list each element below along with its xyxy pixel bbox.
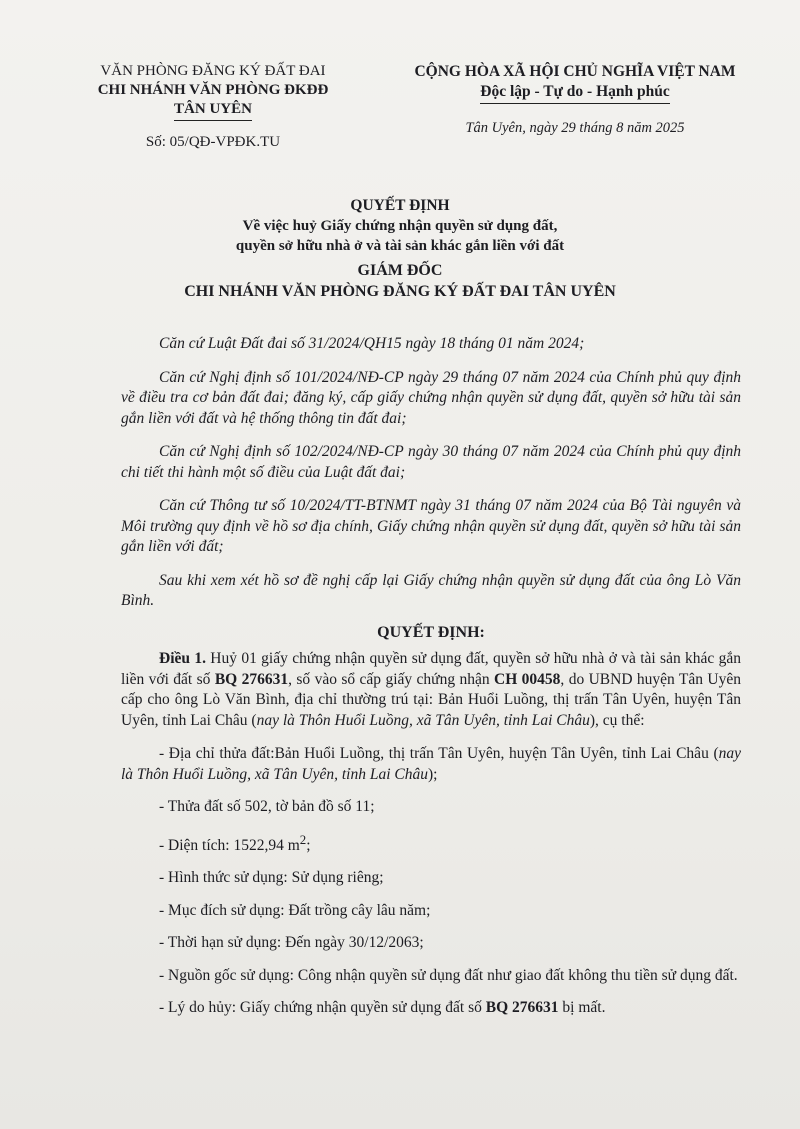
document-number: Số: 05/QĐ-VPĐK.TU: [145, 134, 281, 150]
preamble-law: Căn cứ Luật Đất đai số 31/2024/QH15 ngày 18 tháng 01 năm 2024;: [159, 335, 585, 352]
authority-organization: CHI NHÁNH VĂN PHÒNG ĐĂNG KÝ ĐẤT ĐAI TÂN UYÊN: [184, 283, 616, 300]
usage-origin: - Nguồn gốc sử dụng: Công nhận quyền sử dụng đất như giao đất không thu tiền sử dụng đất.: [159, 966, 738, 984]
parcel-number: - Thửa đất số 502, tờ bản đồ số 11;: [159, 798, 375, 815]
document-date: Tân Uyên, ngày 29 tháng 8 năm 2025: [465, 120, 685, 136]
national-header: [395, 62, 755, 138]
preamble-decree-102: Căn cứ Nghị định số 102/2024/NĐ-CP ngày 30 tháng 07 năm 2024 của Chính phủ quy định chi tiết thi hành một số điều của Luật đất đai;: [121, 443, 741, 481]
usage-form: - Hình thức sử dụng: Sử dụng riêng;: [159, 869, 384, 887]
branch-location: TÂN UYÊN: [174, 100, 252, 121]
authority-title: GIÁM ĐỐC: [357, 262, 443, 279]
register-book-number: CH 00458: [494, 670, 561, 688]
parcel-area: - Diện tích: 1522,94 $m^2$;: [159, 831, 311, 854]
branch-name: CHI NHÁNH VĂN PHÒNG ĐKĐĐ: [97, 82, 329, 98]
national-title: CỘNG HÒA XÃ HỘI CHỦ NGHĨA VIỆT NAM: [414, 63, 736, 80]
cancellation-reason: - Lý do hủy: Giấy chứng nhận quyền sử dụng đất số BQ 276631 bị mất.: [159, 999, 606, 1017]
usage-purpose: - Mục đích sử dụng: Đất trồng cây lâu năm;: [159, 901, 431, 919]
decision-subject-line2: quyền sở hữu nhà ở và tài sản khác gắn liền với đất: [235, 238, 565, 254]
article-1-label: Điều 1.: [159, 650, 206, 667]
parcel-address: - Địa chỉ thửa đất:Bản Huổi Luồng, thị trấn Tân Uyên, huyện Tân Uyên, tỉnh Lai Châu (nay là Thôn Huổi Luồng, xã Tân Uyên, tỉnh Lai Châu);: [121, 745, 741, 783]
usage-term: - Thời hạn sử dụng: Đến ngày 30/12/2063;: [159, 934, 424, 952]
decision-title: QUYẾT ĐỊNH: [350, 197, 450, 214]
article-1: Điều 1. Huỷ 01 giấy chứng nhận quyền sử dụng đất, quyền sở hữu nhà ở và tài sản khác gắn liền với đất số BQ 276631, số vào sổ cấp giấy chứng nhận CH 00458, do UBND huyện Tân Uyên cấp cho ông Lò Văn Bình, địa chỉ thường trú tại: Bản Huổi Luồng, thị trấn Tân Uyên, huyện Tân Uyên, tỉnh Lai Châu (nay là Thôn Huổi Luồng, xã Tân Uyên, tỉnh Lai Châu), cụ thể:: [121, 650, 742, 729]
national-motto: Độc lập - Tự do - Hạnh phúc: [480, 82, 669, 104]
document-body: [121, 334, 741, 1031]
decision-title-block: [60, 196, 740, 302]
preamble-decree-101: Căn cứ Nghị định số 101/2024/NĐ-CP ngày 29 tháng 07 năm 2024 của Chính phủ quy định về điều tra cơ bản đất đai; đăng ký, cấp giấy chứng nhận quyền sử dụng đất, quyền sở hữu tài sản gắn liền với đất và hệ thống thông tin đất đai;: [121, 368, 741, 427]
decision-subject-line1: Về việc huỷ Giấy chứng nhận quyền sử dụng đất,: [242, 218, 558, 234]
agency-name: VĂN PHÒNG ĐĂNG KÝ ĐẤT ĐAI: [100, 63, 326, 79]
issuing-agency-header: [88, 62, 338, 152]
certificate-number: BQ 276631: [214, 670, 289, 688]
preamble-circular: Căn cứ Thông tư số 10/2024/TT-BTNMT ngày 31 tháng 07 năm 2024 của Bộ Tài nguyên và Môi trường quy định về hồ sơ địa chính, Giấy chứng nhận quyền sử dụng đất, quyền sở hữu tài sản gắn liền với đất;: [121, 497, 741, 555]
preamble-review: Sau khi xem xét hồ sơ đề nghị cấp lại Giấy chứng nhận quyền sử dụng đất của ông Lò Văn Bình.: [121, 571, 741, 609]
decision-heading: QUYẾT ĐỊNH:: [377, 623, 485, 641]
